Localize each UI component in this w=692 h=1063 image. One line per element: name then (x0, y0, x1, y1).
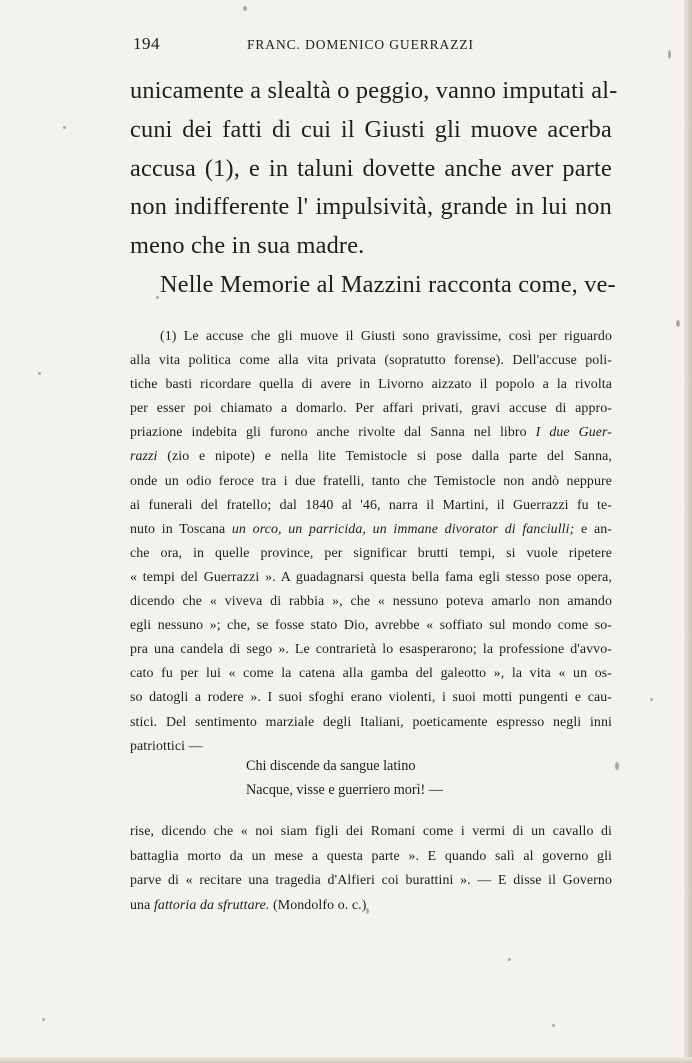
book-title-italic: I due Guer- (535, 425, 613, 441)
verse-line: Nacque, visse e guerriero morì! — (246, 782, 443, 798)
footnote-text: e an- (574, 521, 612, 537)
quoted-phrase-italic: fattoria da sfruttare. (153, 897, 270, 913)
footnote-line: rise, dicendo che « noi siam figli dei Romani come i vermi di un cavallo di (130, 824, 612, 839)
footnote-line (130, 421, 612, 445)
footnote-text: (Mondolfo o. c.) (269, 897, 367, 913)
footnote-line: egli nessuno »; che, se fosse stato Dio, avrebbe « soffiato sul mondo come so- (130, 618, 612, 634)
scan-speck (676, 320, 680, 327)
footnote-continuation (130, 820, 612, 918)
verse-quotation (246, 754, 546, 802)
scan-speck (552, 1024, 555, 1027)
body-line: accusa (1), e in taluni dovette anche aver parte (130, 154, 612, 182)
scan-speck (650, 698, 653, 701)
body-text (130, 72, 618, 305)
quoted-epithet-italic: un orco, un parricida, un immane divorator di fanciulli; (231, 521, 575, 537)
footnote-line: che ora, in quelle province, per significar brutti tempi, si vuole ripetere (130, 545, 612, 561)
footnote-line (130, 894, 612, 919)
footnote-line: so datogli a rodere ». I suoi sfoghi erano violenti, i suoi motti pungenti e cau- (130, 690, 612, 706)
scan-speck (243, 6, 247, 11)
footnote (130, 325, 612, 759)
footnote-line: parve di « recitare una tragedia d'Alfieri coi burattini ». — E disse il Governo (130, 873, 612, 889)
page-edge-shadow (684, 0, 692, 1063)
footnote-line: stici. Del sentimento marziale degli Italiani, poeticamente espresso negli inni (130, 714, 612, 730)
footnote-line: alla vita politica come alla vita privata (sopratutto forense). Dell'accuse poli- (130, 353, 612, 369)
book-title-italic: razzi (130, 449, 158, 465)
page-number: 194 (133, 34, 160, 53)
scan-speck (668, 50, 671, 59)
footnote-line: ai funerali del fratello; dal 1840 al '46, narra il Martini, il Guerrazzi fu te- (130, 497, 612, 513)
scan-speck (615, 762, 619, 770)
page-bottom-edge (0, 1057, 692, 1063)
footnote-line: battaglia morto da un mese a questa parte ». E quando salì al governo gli (130, 848, 612, 864)
footnote-text: priazione indebita gli furono anche rivolte dal Sanna nel libro (130, 425, 536, 441)
footnote-text: (zio e nipote) e nella lite Temistocle si pose dalla parte del Sanna, (157, 449, 612, 465)
footnote-line: onde un odio feroce tra i due fratelli, tanto che Temistocle non andò neppure (130, 473, 612, 489)
scan-speck (42, 1018, 45, 1021)
body-line: meno che in sua madre. (130, 232, 365, 260)
scan-speck (63, 126, 66, 129)
footnote-line: (1) Le accuse che gli muove il Giusti sono gravissime, così per riguardo (160, 329, 612, 344)
scan-speck (508, 958, 511, 961)
verse-line: Chi discende da sangue latino (246, 758, 416, 774)
body-line: non indifferente l' impulsività, grande in lui non (130, 193, 612, 221)
running-head: FRANC. DOMENICO GUERRAZZI (247, 37, 474, 52)
body-line: Nelle Memorie al Mazzini racconta come, ve- (160, 270, 616, 298)
body-line: cuni dei fatti di cui il Giusti gli muove acerba (130, 115, 612, 143)
footnote-line: pra una candela di sego ». Le contrarietà lo esasperarono; la professione d'avvo- (130, 642, 612, 658)
footnote-text: nuto in Toscana (130, 521, 232, 537)
scan-speck (38, 372, 41, 375)
footnote-line: dicendo che « viveva di rabbia », che « nessuno poteva amarlo non amando (130, 594, 612, 610)
footnote-line: « tempi del Guerrazzi ». A guadagnarsi questa bella fama egli stesso pose opera, (130, 569, 612, 585)
footnote-line (130, 518, 612, 542)
body-line: unicamente a slealtà o peggio, vanno imputati al- (130, 77, 618, 104)
footnote-line: per esser poi chiamato a domarlo. Per affari privati, gravi accuse di appro- (130, 401, 612, 417)
page-header (133, 30, 613, 56)
footnote-line: cato fu per lui « come la catena alla gamba del galeotto », la vita « un os- (130, 666, 612, 682)
footnote-line: tiche basti ricordare quella di avere in Livorno aizzato il popolo a la rivolta (130, 377, 612, 393)
footnote-text: una (130, 897, 154, 913)
footnote-line: patriottici — (130, 738, 203, 754)
footnote-line (130, 445, 612, 469)
